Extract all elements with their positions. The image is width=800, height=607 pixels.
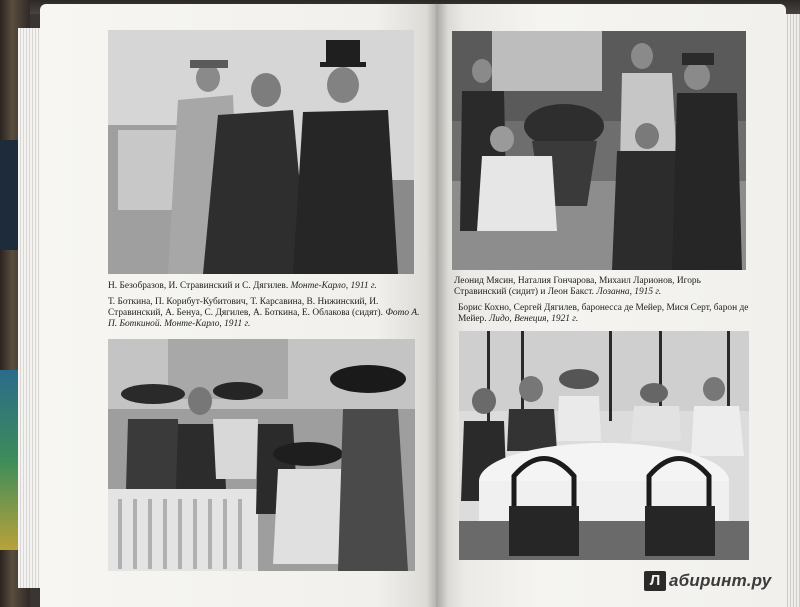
caption-place: Монте-Карло, 1911 г. bbox=[290, 281, 377, 291]
caption-photo-4 bbox=[458, 303, 750, 325]
caption-text: Леонид Мясин, Наталия Гончарова, Михаил Ларионов, Игорь Стравинский (сидит) и Леон Бакст. bbox=[454, 276, 701, 298]
caption-place: Лидо, Венеция, 1921 г. bbox=[488, 314, 579, 325]
caption-photo-1 bbox=[108, 281, 420, 292]
book-gutter bbox=[426, 4, 448, 607]
watermark-text: абиринт.ру bbox=[669, 571, 772, 590]
caption-text: Н. Безобразов, И. Стравинский и С. Дягилев. bbox=[108, 281, 291, 291]
photo-group-monte-carlo bbox=[108, 339, 415, 571]
caption-credit: Фото А. П. Боткиной. Монте-Карло, 1911 г. bbox=[108, 308, 420, 330]
caption-place: Лозанна, 1915 г. bbox=[596, 287, 662, 298]
labirint-logo-icon: Л bbox=[644, 571, 666, 591]
caption-photo-3 bbox=[454, 276, 750, 298]
photo-lausanne-group bbox=[452, 31, 746, 270]
photo-lido-venice-dinner bbox=[459, 331, 749, 560]
caption-text: Т. Боткина, П. Корибут-Кубитович, Т. Карсавина, В. Нижинский, И. Стравинский, А. Бенуа, С. Дягилев, А. Боткина, Е. Облакова (сидят). bbox=[108, 297, 383, 319]
photo-bezobrazov-stravinsky-diaghilev bbox=[108, 30, 414, 274]
caption-photo-2 bbox=[108, 297, 420, 331]
background-object bbox=[0, 140, 20, 250]
caption-text: Борис Кохно, Сергей Дягилев, баронесса де Мейер, Мися Серт, барон де Мейер. bbox=[458, 303, 749, 325]
labirint-watermark bbox=[644, 571, 771, 591]
background-object bbox=[0, 370, 20, 550]
